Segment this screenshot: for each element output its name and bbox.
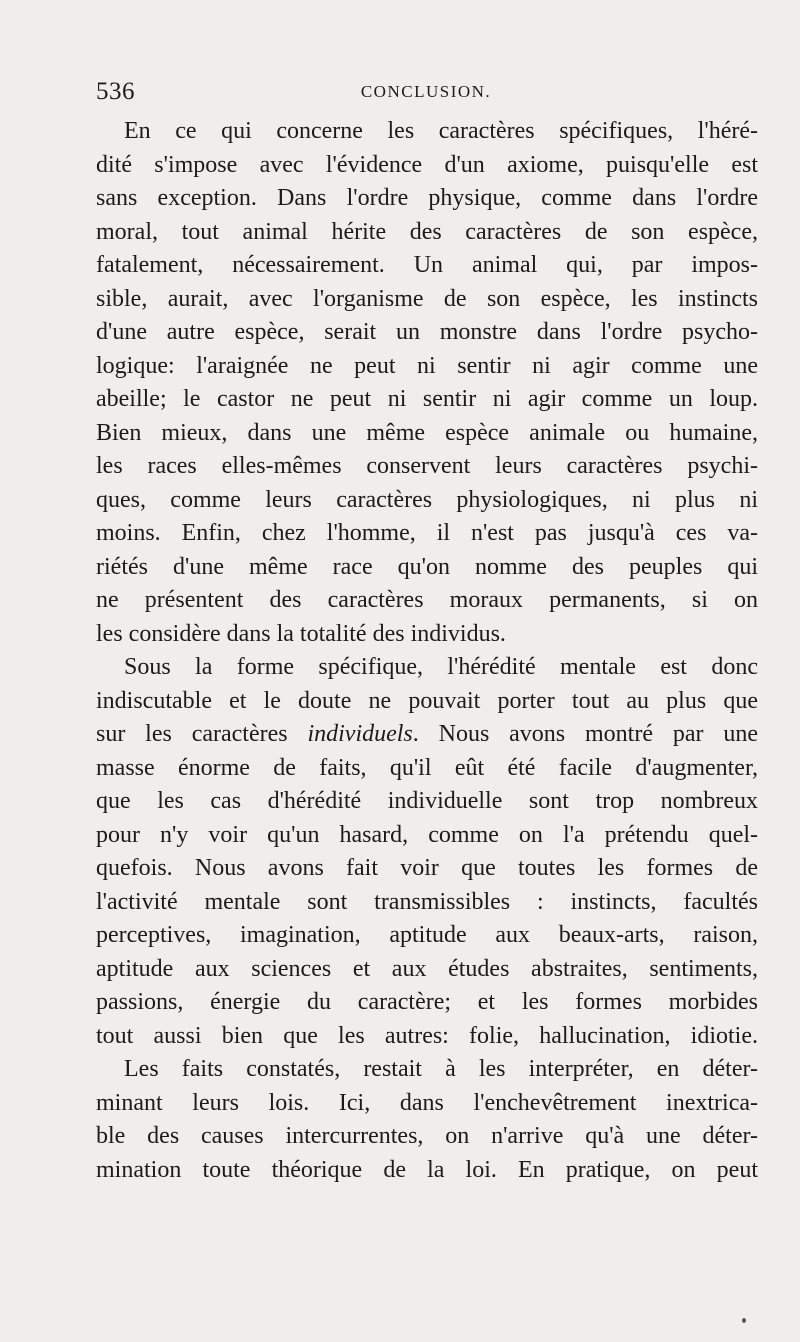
text-line: masse énorme de faits, qu'il eût été facile d'augmenter, <box>96 754 758 781</box>
text-line: mination toute théorique de la loi. En pratique, on peut <box>96 1156 758 1183</box>
text-line: sible, aurait, avec l'organisme de son espèce, les instincts <box>96 285 758 312</box>
text-line: l'activité mentale sont transmissibles : instincts, facultés <box>96 888 758 915</box>
text-line: Les faits constatés, restait à les interpréter, en déter- <box>124 1056 758 1082</box>
italic-word: individuels <box>307 721 413 747</box>
text-line: aptitude aux sciences et aux études abstraites, sentiments, <box>96 955 758 982</box>
running-title: CONCLUSION. <box>360 82 492 101</box>
body-text <box>96 115 758 1187</box>
text-line: les races elles-mêmes conservent leurs caractères psychi- <box>96 453 758 479</box>
text-line: logique: l'araignée ne peut ni sentir ni agir comme une <box>96 352 758 379</box>
text-line: dité s'impose avec l'évidence d'un axiome, puisqu'elle est <box>96 151 758 178</box>
text-line: ble des causes intercurrentes, on n'arrive qu'à une déter- <box>96 1123 758 1149</box>
text-line: Bien mieux, dans une même espèce animale ou humaine, <box>96 419 758 446</box>
text-line: moins. Enfin, chez l'homme, il n'est pas jusqu'à ces va- <box>96 520 758 546</box>
text-line: riétés d'une même race qu'on nomme des peuples qui <box>96 553 758 580</box>
text-line: minant leurs lois. Ici, dans l'enchevêtrement inextrica- <box>96 1089 758 1116</box>
text-line: ques, comme leurs caractères physiologiques, ni plus ni <box>96 486 758 513</box>
text-line: tout aussi bien que les autres: folie, hallucination, idiotie. <box>96 1022 758 1049</box>
text-line: Sous la forme spécifique, l'hérédité mentale est donc <box>124 654 758 680</box>
text-line: fatalement, nécessairement. Un animal qui, par impos- <box>96 252 758 278</box>
text-line: ne présentent des caractères moraux permanents, si on <box>96 587 758 613</box>
text-line: abeille; le castor ne peut ni sentir ni agir comme un loup. <box>96 386 758 412</box>
text-line: quefois. Nous avons fait voir que toutes les formes de <box>96 855 758 881</box>
text-line: sans exception. Dans l'ordre physique, comme dans l'ordre <box>96 185 758 211</box>
text-segment: sur les caractères <box>96 721 308 747</box>
text-line-mixed <box>96 718 758 752</box>
text-line: passions, énergie du caractère; et les formes morbides <box>96 989 758 1015</box>
page-header <box>96 78 756 108</box>
text-line: que les cas d'hérédité individuelle sont trop nombreux <box>96 788 758 814</box>
text-line: En ce qui concerne les caractères spécifiques, l'héré- <box>124 118 758 144</box>
text-line: moral, tout animal hérite des caractères de son espèce, <box>96 218 758 245</box>
text-line: pour n'y voir qu'un hasard, comme on l'a prétendu quel- <box>96 821 758 848</box>
text-line: d'une autre espèce, serait un monstre dans l'ordre psycho- <box>96 319 758 345</box>
text-segment: . Nous avons montré par une <box>412 721 758 747</box>
text-line: les considère dans la totalité des individus. <box>96 620 506 647</box>
ink-speck <box>742 1318 746 1323</box>
text-line: perceptives, imagination, aptitude aux beaux-arts, raison, <box>96 922 758 948</box>
page-number: 536 <box>96 78 135 105</box>
text-line: indiscutable et le doute ne pouvait porter tout au plus que <box>96 687 758 714</box>
